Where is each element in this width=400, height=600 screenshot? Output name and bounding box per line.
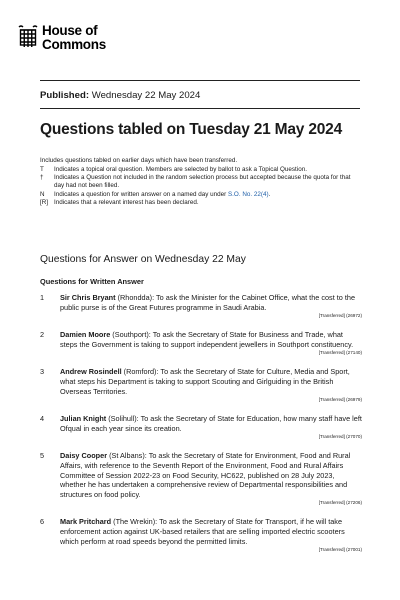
question-number: 1 — [40, 293, 45, 302]
legend-description — [54, 166, 360, 174]
legend-text: Indicates a topical oral question. Members are selected by ballot to ask a Topical Question. — [54, 166, 307, 173]
legend-symbol: N — [40, 190, 45, 198]
question-item — [40, 414, 362, 440]
divider-bottom — [40, 108, 360, 109]
question-text: To ask the Secretary of State for Environment, Food and Rural Affairs, with reference to the Seventh Report of the Environment, Food and Rural Affairs Committee of Session 2022-23 on Food Security, HC622, published on 28 July 2023, whether he has undertaken a comprehensive review of Departmental responsibilities and structures on food policy. — [60, 451, 351, 499]
member-name: Julian Knight — [60, 414, 107, 424]
constituency: (Solihull): — [106, 414, 139, 424]
sub-heading: Questions for Written Answer — [40, 277, 144, 286]
legend-symbol: † — [40, 174, 44, 182]
legend-row — [40, 174, 360, 190]
question-body — [60, 451, 362, 506]
question-body — [60, 367, 362, 403]
question-text: To ask the Minister for the Cabinet Office, what the cost to the public purse is of the Great Futures programme in Saudi Arabia. — [60, 293, 356, 312]
question-number: 4 — [40, 414, 45, 424]
constituency: (Southport): — [110, 330, 151, 340]
house-of-commons-logo — [18, 24, 106, 52]
question-text: To ask the Secretary of State for Education, how many staff have left Ofqual in each year since its creation. — [60, 414, 362, 433]
published-label: Published: — [40, 90, 90, 101]
question-reference: [Transferred] (27070) — [318, 434, 362, 440]
legend-symbol: T — [40, 166, 44, 173]
question-number: 6 — [40, 517, 45, 527]
standing-order-link[interactable]: S.O. No. 22(4) — [227, 190, 269, 198]
question-reference: [Transferred] (27001) — [318, 547, 362, 553]
question-text: To ask the Secretary of State for Culture, Media and Sport, what steps his Department is taking to support Scouting and Girlguiding in the British Overseas Territories. — [60, 367, 350, 396]
legend-description — [54, 174, 360, 190]
divider-top — [40, 80, 360, 81]
question-item — [40, 517, 362, 553]
legend-text: Indicates a Question not included in the random selection process but accepted because the quota for that day had not been filled. — [54, 174, 351, 190]
legend-description — [54, 191, 360, 199]
question-item — [40, 451, 362, 506]
question-reference: [Transferred] (26972) — [318, 313, 362, 319]
question-item — [40, 293, 362, 319]
legend-row — [40, 199, 360, 207]
legend-suffix: . — [268, 190, 271, 198]
page-title: Questions tabled on Tuesday 21 May 2024 — [40, 121, 343, 138]
published-line — [40, 90, 200, 101]
question-body — [60, 293, 362, 319]
question-body — [60, 414, 362, 440]
question-text: To ask the Secretary of State for Business and Trade, what steps the Government is taking to support independent jewellers in Southport constituency. — [60, 330, 354, 349]
question-reference: [Transferred] (27140) — [318, 350, 362, 356]
question-reference: [Transferred] (26979) — [318, 397, 362, 403]
questions-list — [40, 293, 362, 564]
question-number: 5 — [40, 451, 45, 461]
question-item — [40, 330, 362, 356]
question-text: To ask the Secretary of State for Transport, if he will take enforcement action against UK-based retailers that are selling imported electric scooters which perform at road speeds beyond the permitted limits. — [60, 517, 345, 546]
legend-text: Indicates that a relevant interest has been declared. — [54, 198, 199, 206]
member-name: Damien Moore — [60, 330, 111, 340]
intro-text: Includes questions tabled on earlier days which have been transferred. — [40, 157, 238, 164]
published-date: Wednesday 22 May 2024 — [91, 90, 201, 101]
legend-description — [54, 199, 360, 207]
question-number: 3 — [40, 367, 45, 377]
legend-text: Indicates a question for written answer on a named day under — [54, 190, 228, 198]
legend-row — [40, 191, 360, 199]
question-item — [40, 367, 362, 403]
symbol-legend — [40, 166, 360, 207]
portcullis-icon — [18, 24, 38, 50]
question-body — [60, 517, 362, 553]
constituency: (St Albans): — [107, 451, 147, 461]
member-name: Sir Chris Bryant — [60, 293, 116, 302]
legend-symbol: [R] — [40, 198, 49, 206]
question-body — [60, 330, 362, 356]
section-heading: Questions for Answer on Wednesday 22 May — [40, 254, 246, 265]
question-reference: [Transferred] (27206) — [318, 500, 362, 506]
question-number: 2 — [40, 330, 45, 340]
constituency: (The Wrekin): — [111, 517, 158, 527]
logo-text — [42, 24, 106, 52]
constituency: (Rhondda): — [115, 293, 155, 302]
legend-row — [40, 166, 360, 174]
member-name: Daisy Cooper — [60, 451, 108, 461]
logo-line-2: Commons — [42, 37, 106, 52]
member-name: Mark Pritchard — [60, 517, 112, 527]
constituency: (Romford): — [121, 367, 159, 377]
member-name: Andrew Rosindell — [60, 367, 122, 377]
logo-line-1: House of — [42, 23, 98, 38]
